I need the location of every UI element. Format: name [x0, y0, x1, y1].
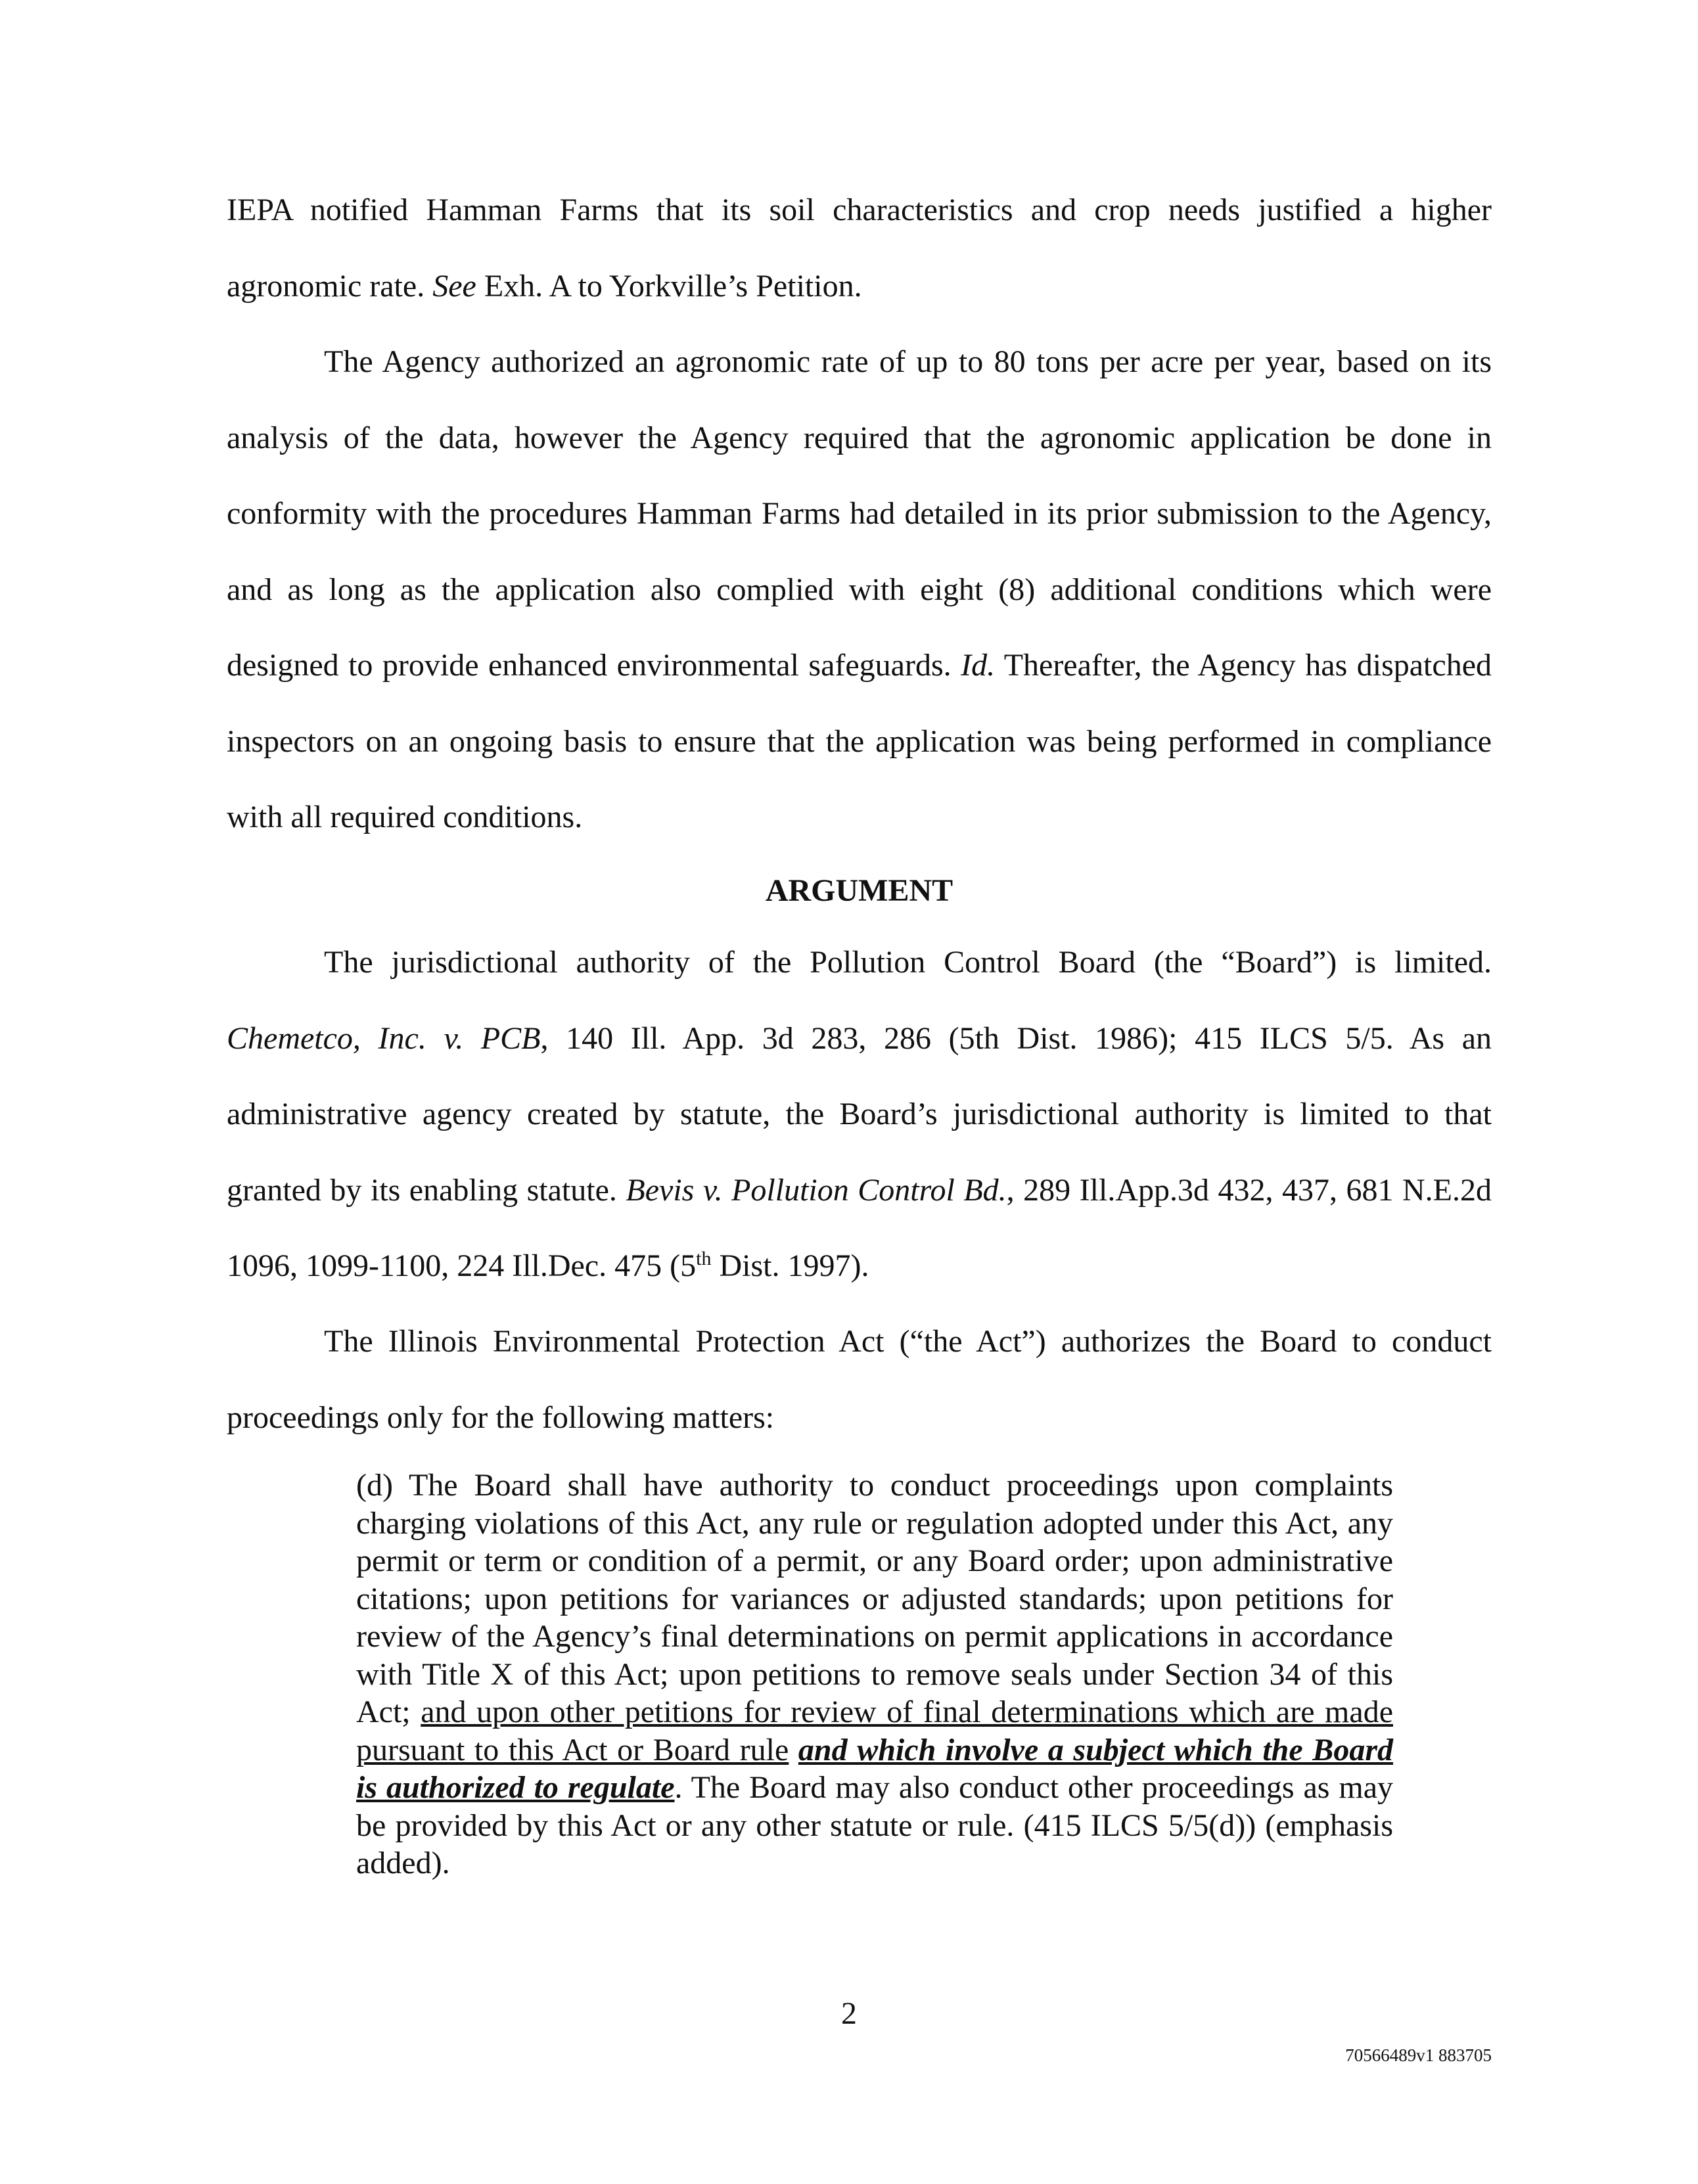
- paragraph-text: , 289 Ill.App.3d 432, 437, 681 N.E.2d 1096, 1099-1100, 224 Ill.Dec. 475 (5: [227, 1172, 1492, 1283]
- quote-text: . The Board may also conduct other proceedings as may be provided by this Act or any other statute or rule. (415 ILCS 5/5(d)) (emphasis added).: [356, 1770, 1393, 1880]
- paragraph-text: IEPA notified Hamman Farms that its soil characteristics and crop needs justified a higher agronomic rate.: [227, 193, 1492, 304]
- paragraph-act-intro: The Illinois Environmental Protection Act (“the Act”) authorizes the Board to conduct proceedings only for the following matters:: [227, 1324, 1492, 1435]
- quote-space: [789, 1733, 798, 1767]
- quote-underlined-text: and upon other petitions for review of final determinations which are made pursuant to this Act or Board rule: [356, 1695, 1393, 1767]
- block-quote-statute: [356, 1467, 1393, 1882]
- document-id: 70566489v1 883705: [1345, 2045, 1492, 2065]
- quote-emphasis-text: and which involve a subject which the Board is authorized to regulate: [356, 1732, 1393, 1805]
- paragraph-text: Exh. A to Yorkville’s Petition.: [476, 268, 862, 304]
- paragraph-agency-authorization: [227, 324, 1492, 855]
- citation-signal: Id.: [961, 648, 996, 683]
- paragraph-text: The Agency authorized an agronomic rate of up to 80 tons per acre per year, based on its analysis of the data, however the Agency required that the agronomic application be done in conformity with the procedures Hamman Farms had detailed in its prior submission to the Agency, and as long as the application also complied with eight (8) additional conditions which were designed to provide enhanced environmental safeguards.: [227, 344, 1492, 683]
- section-heading: ARGUMENT: [765, 873, 953, 908]
- quote-text: (d) The Board shall have authority to conduct proceedings upon complaints charging violations of this Act, any rule or regulation adopted under this Act, any permit or term or condition of a permit, or any Board order; upon administrative citations; upon petitions for variances or adjusted standards; upon petitions for review of the Agency’s final determinations on permit applications in accordance with Title X of this Act; upon petitions to remove seals under Section 34 of this Act;: [356, 1468, 1393, 1729]
- paragraph-text: Dist. 1997).: [711, 1248, 869, 1283]
- paragraph-jurisdiction: [227, 924, 1492, 1304]
- paragraph-facts-continued: [227, 172, 1492, 324]
- case-name: Chemetco, Inc. v. PCB: [227, 1020, 541, 1056]
- page-number: 2: [841, 1996, 857, 2031]
- paragraph-text: Thereafter, the Agency has dispatched inspectors on an ongoing basis to ensure that the application was being performed in compliance with all required conditions.: [227, 648, 1492, 834]
- case-name: Bevis v. Pollution Control Bd.: [626, 1172, 1007, 1208]
- paragraph-text: The jurisdictional authority of the Pollution Control Board (the “Board”) is limited.: [324, 945, 1492, 980]
- citation-signal: See: [432, 268, 476, 304]
- ordinal-superscript: th: [696, 1248, 712, 1269]
- paragraph-text: , 140 Ill. App. 3d 283, 286 (5th Dist. 1986); 415 ILCS 5/5. As an administrative agency created by statute, the Board’s jurisdictional authority is limited to that granted by its enabling statute.: [227, 1020, 1492, 1208]
